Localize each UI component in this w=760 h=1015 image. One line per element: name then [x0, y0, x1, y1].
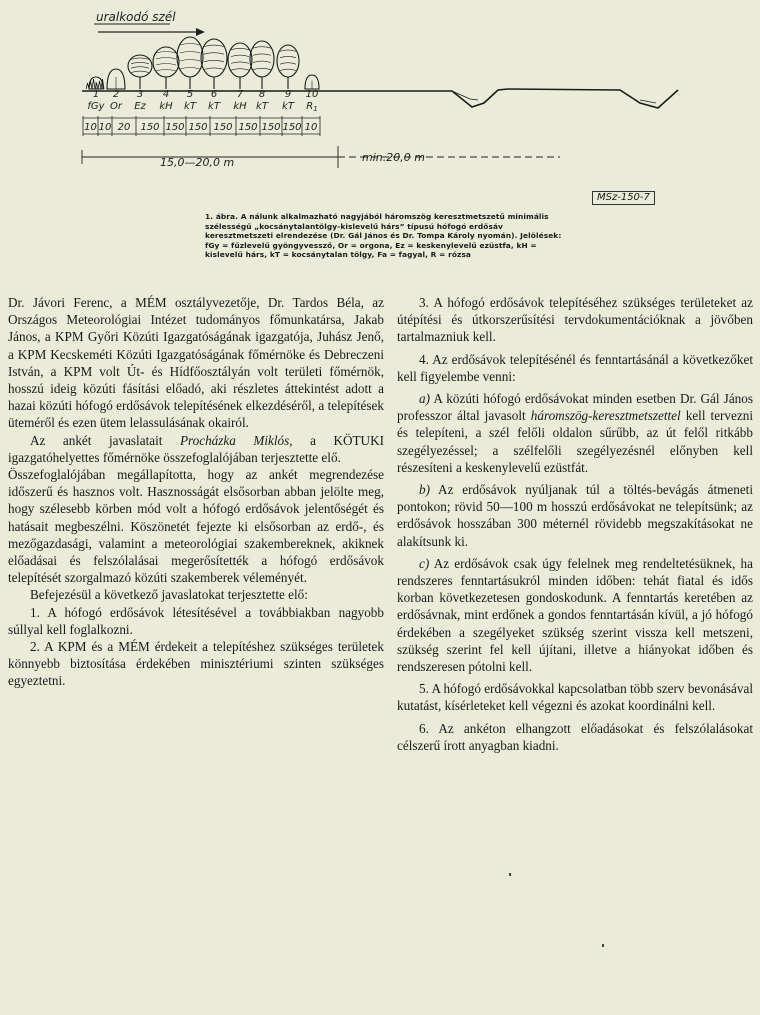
- crown-texture: [280, 69, 296, 71]
- crown-texture: [156, 58, 176, 60]
- plant-code: kH: [233, 101, 247, 112]
- tree-row: [86, 37, 319, 89]
- crown-texture: [253, 61, 271, 63]
- plant-code: kT: [256, 101, 268, 112]
- plant-9: [277, 45, 299, 89]
- sub-item: b) Az erdősávok nyúljanak túl a töltés-bevágás átmeneti pontokon; rövid 50—100 m hosszú erdősávokat ne telepítsünk; az erdősávok hosszában 300 méternél rövidebb megszakításokat ne alakítsunk ki.: [397, 482, 753, 549]
- wind-arrowhead-icon: [196, 28, 205, 36]
- spacing-value: 10: [84, 122, 97, 133]
- crown-texture: [156, 70, 176, 72]
- crown-texture: [156, 64, 176, 66]
- spacing-value: 150: [213, 122, 233, 133]
- crown-texture: [156, 52, 176, 54]
- plant-7: [228, 43, 252, 89]
- paragraph: Dr. Jávori Ferenc, a MÉM osztályvezetője, Dr. Tardos Béla, az Országos Meteorológiai Intézet tudományos főmunkatársa, Jakab János, a KPM Győri Közúti Igazgatóságának igazgatója, Juhász Jenő, a KPM Kecskeméti Közúti Igazgatóságának főmérnöke és Debreczeni István, a KPM volt Út- és Hídfőosztályán volt területi főmérnök, hosszú ideig közúti fásítási előadó, aki részletes áttekintést adott a hazai közúti hófogó erdősávok telepítésének elkezdéséről, a telepítések üteméről és ezen ütem lelassulásának okairól.: [8, 295, 384, 431]
- plant-code: kT: [282, 101, 294, 112]
- print-speck: [602, 944, 604, 947]
- spacing-value: 150: [140, 122, 160, 133]
- spacing-value: 150: [261, 122, 281, 133]
- plant-code: Or: [110, 101, 122, 112]
- list-item: 4. Az erdősávok telepítésénél és fenntartásánál a következőket kell figyelembe venni:: [397, 351, 753, 384]
- plant-5: [177, 37, 203, 89]
- crown-texture: [131, 71, 149, 73]
- plant-number: 4: [162, 89, 170, 100]
- paragraph: Összefoglalójában megállapította, hogy az ankét megrendezése időszerű és hasznos volt. Hasznosságát elsősorban abban jelölte meg, hogy szélesebb körben mód volt a hófogó erdősávok jelentőségét és hatásait megbeszélni. Köszönetét fejezte ki elsősorban az erdő-, és mezőgazdasági, valamint a meteorológiai szakembereknek, akiknek előadásai és felszólalásai megerősítették a hófogó erdősávok telepítését szorgalmazó közúti szakemberek véleményét.: [8, 467, 384, 586]
- plant-code-row: [87, 101, 317, 113]
- cross-section-figure: [0, 0, 760, 215]
- list-item: 3. A hófogó erdősávok telepítéséhez szükséges területeket az útépítési és útkorszerűsítési tervdokumentációknak a jövőben tartalmazniuk kell.: [397, 295, 753, 345]
- spacing-value: 10: [98, 122, 112, 133]
- hedge-stroke: [92, 79, 95, 89]
- crown-texture: [131, 58, 149, 60]
- tree-crown: [177, 37, 203, 77]
- plant-number: 6: [210, 89, 218, 100]
- spacing-value: 20: [117, 122, 131, 133]
- paragraph: Az ankét javaslatait Procházka Miklós, a KÖTUKI igazgatóhelyettes főmérnöke összefoglalójában terjesztette elő.: [8, 432, 384, 465]
- sub-item: a) A közúti hófogó erdősávokat minden esetben Dr. Gál János professzor által javasolt háromszög-keresztmetszettel kell tervezni és telepíteni, a szél felőli oldalon sűrűbb, az út felől ritkább szegélyezéssel; a szélfelőli szegélyezésnél előnyben kell részesíteni a keskenylevelű ezüstfát.: [397, 391, 753, 475]
- crown-texture: [253, 68, 271, 70]
- crown-texture: [180, 44, 200, 46]
- tree-crown: [128, 55, 152, 77]
- plant-4: [153, 47, 179, 89]
- crown-texture: [231, 69, 249, 71]
- tree-crown: [201, 39, 227, 77]
- plant-3: [128, 55, 152, 89]
- author-name: Procházka Miklós: [179, 432, 290, 448]
- crown-texture: [180, 60, 200, 62]
- crown-texture: [180, 68, 200, 70]
- spacing-value: 150: [282, 122, 302, 133]
- plant-10: [305, 75, 319, 89]
- road-width-label: min.20,0 m: [362, 151, 425, 164]
- crown-texture: [231, 48, 249, 50]
- crown-texture: [280, 50, 296, 52]
- crown-texture: [231, 55, 249, 57]
- plant-number: 1: [92, 89, 100, 100]
- plant-code: kT: [184, 101, 196, 112]
- plant-2: [107, 69, 125, 89]
- plant-code: kT: [208, 101, 220, 112]
- plant-number: 10: [305, 89, 319, 100]
- spacing-value: 10: [304, 122, 318, 133]
- crown-texture: [180, 52, 200, 54]
- plant-code-subscript: 1: [313, 105, 318, 113]
- list-item: 6. Az ankéton elhangzott előadásokat és felszólalásokat célszerű írott anyagban kiadni.: [397, 720, 753, 753]
- crown-texture: [280, 56, 296, 58]
- plant-6: [201, 39, 227, 89]
- plant-number: 5: [186, 89, 194, 100]
- list-item: 1. A hófogó erdősávok létesítésével a továbbiakban nagyobb súllyal kell foglalkozni.: [8, 604, 384, 637]
- crown-texture: [231, 62, 249, 64]
- list-item: 5. A hófogó erdősávokkal kapcsolatban több szerv bevonásával kutatást, kísérleteket kell végezni és azokat koordinálni kell.: [397, 681, 753, 714]
- spacing-value: 150: [238, 122, 258, 133]
- crown-texture: [204, 53, 224, 55]
- right-column: [397, 294, 753, 754]
- hedge-stroke: [98, 81, 101, 89]
- left-column: [8, 294, 384, 690]
- plant-number: 8: [258, 89, 266, 100]
- hedge-stroke: [86, 83, 89, 89]
- crown-texture: [204, 60, 224, 62]
- plant-number: 9: [284, 89, 292, 100]
- crown-texture: [253, 47, 271, 49]
- paragraph: Befejezésül a következő javaslatokat terjesztette elő:: [30, 587, 308, 603]
- spacing-value: 150: [165, 122, 185, 133]
- spacing-scale: [83, 116, 320, 136]
- crown-texture: [204, 68, 224, 70]
- print-speck: [509, 873, 511, 876]
- belt-width-label: 15,0—20,0 m: [160, 156, 235, 169]
- italic-term: háromszög-keresztmetszettel: [530, 408, 681, 424]
- crown-texture: [131, 62, 149, 64]
- sub-item: c) Az erdősávok csak úgy felelnek meg rendeltetésüknek, ha rendszeres fenntartásukról minden időben: tehát fiatal és idős korban következetesen gondoskodunk. A fenntartás keretében az erdősávnak, mint erdőnek a gondos fenntartásán kívül, a jó hófogó érdekében a szegélyeket szükség szerint vissza kell metszeni, szükség szerint fel kell újítani, illetve a hiányokat időben és rendszeresen pótolni kell.: [397, 555, 753, 675]
- wind-label: uralkodó szél: [96, 10, 176, 24]
- plant-number: 7: [236, 89, 244, 100]
- plant-code: kH: [159, 101, 173, 112]
- plant-code: $R_1$: [306, 101, 318, 113]
- plant-number: 3: [136, 89, 144, 100]
- plant-code: fGy: [87, 101, 105, 112]
- spacing-value: 150: [188, 122, 208, 133]
- crown-texture: [131, 67, 149, 69]
- crown-texture: [253, 54, 271, 56]
- plant-number: 2: [112, 89, 120, 100]
- crown-texture: [280, 63, 296, 65]
- figure-code: MSz-150-7: [592, 191, 655, 205]
- crown-texture: [204, 45, 224, 47]
- plant-8: [250, 41, 274, 89]
- figure-caption: 1. ábra. A nálunk alkalmazható nagyjából háromszög keresztmetszetű minimális szélességű „kocsánytalantölgy-kislevelű hárs” típusú hófogó erdősáv keresztmetszeti elrendezése (Dr. Gál János és Dr. Tompa Károly nyomán). Jelölések: fGy = fűzlevelű gyöngyvessző, Or = orgona, Ez = keskenylevelű ezüstfa, kH = kislevelű hárs, kT = kocsánytalan tölgy, Fa = fagyal, R = rózsa: [205, 212, 562, 260]
- list-item: 2. A KPM és a MÉM érdekeit a telepítéshez szükséges területek könnyebb biztosítása érdekében minisztériumi szinten szükséges egyeztetni.: [8, 639, 384, 689]
- plant-code: Ez: [134, 101, 146, 112]
